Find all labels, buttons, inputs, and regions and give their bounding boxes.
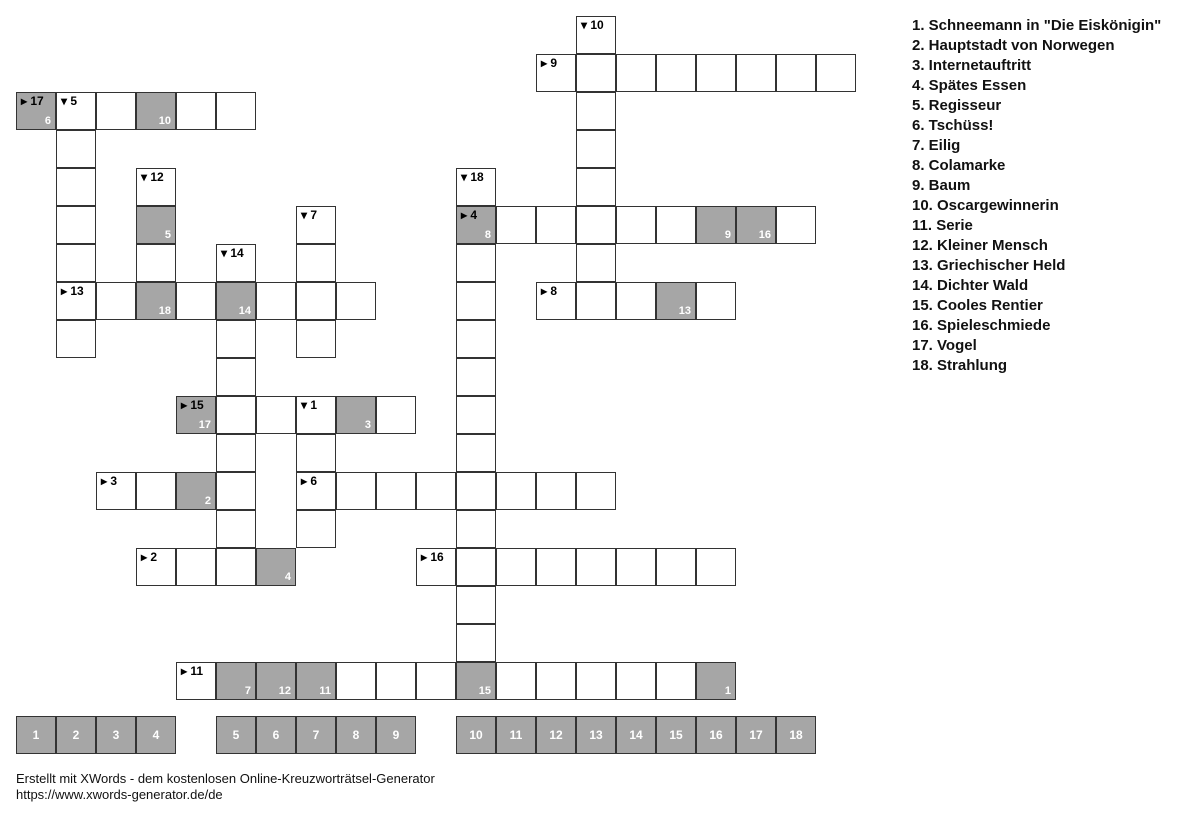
grid-cell[interactable] <box>216 548 256 586</box>
grid-cell[interactable] <box>136 282 176 320</box>
grid-cell[interactable] <box>256 548 296 586</box>
grid-cell[interactable] <box>56 168 96 206</box>
grid-cell[interactable] <box>56 130 96 168</box>
solution-cell[interactable] <box>696 716 736 754</box>
grid-cell[interactable] <box>776 54 816 92</box>
grid-cell[interactable] <box>456 396 496 434</box>
grid-cell[interactable] <box>336 472 376 510</box>
footer-url: https://www.xwords-generator.de/de <box>16 787 223 802</box>
grid-cell[interactable] <box>536 472 576 510</box>
grid-cell[interactable] <box>136 206 176 244</box>
solution-cell-number: 6 <box>272 728 280 742</box>
grid-cell[interactable] <box>576 548 616 586</box>
grid-cell[interactable] <box>456 434 496 472</box>
grid-cell[interactable] <box>96 282 136 320</box>
grid-cell[interactable] <box>216 510 256 548</box>
clue-number: ▸ 17 <box>21 94 44 108</box>
grid-cell[interactable] <box>616 206 656 244</box>
solution-index: 8 <box>484 229 491 241</box>
clue-number: ▾ 5 <box>61 94 78 108</box>
grid-cell[interactable] <box>656 548 696 586</box>
grid-cell[interactable] <box>256 396 296 434</box>
solution-cell-number: 11 <box>509 728 523 742</box>
grid-cell[interactable] <box>696 54 736 92</box>
clue-number: ▸ 15 <box>181 398 204 412</box>
solution-index: 2 <box>204 495 211 507</box>
grid-cell[interactable] <box>656 54 696 92</box>
grid-cell[interactable] <box>96 472 136 510</box>
clue-number: ▸ 3 <box>101 474 118 488</box>
grid-cell[interactable] <box>776 206 816 244</box>
solution-index: 11 <box>319 685 331 697</box>
grid-cell[interactable] <box>216 358 256 396</box>
grid-cell[interactable] <box>536 206 576 244</box>
grid-cell[interactable] <box>56 282 96 320</box>
grid-cell[interactable] <box>416 548 456 586</box>
clue-number: ▾ 1 <box>301 398 318 412</box>
clue-number: ▾ 12 <box>141 170 164 184</box>
solution-index: 13 <box>678 305 691 317</box>
grid-cell[interactable] <box>376 662 416 700</box>
grid-cell[interactable] <box>216 434 256 472</box>
clue-number: ▸ 13 <box>61 284 84 298</box>
grid-cell[interactable] <box>136 92 176 130</box>
grid-cell[interactable] <box>216 662 256 700</box>
solution-cell[interactable] <box>256 716 296 754</box>
grid-cell[interactable] <box>296 510 336 548</box>
grid-cell[interactable] <box>456 358 496 396</box>
clue-item: 12. Kleiner Mensch <box>912 237 1048 254</box>
grid-cell[interactable] <box>296 434 336 472</box>
grid-cell[interactable] <box>576 16 616 54</box>
grid-cell[interactable] <box>456 624 496 662</box>
grid-cell[interactable] <box>336 282 376 320</box>
grid-cell[interactable] <box>136 168 176 206</box>
solution-cell[interactable] <box>456 716 496 754</box>
grid-cell[interactable] <box>56 320 96 358</box>
solution-index: 7 <box>244 685 251 697</box>
clue-item: 17. Vogel <box>912 337 977 354</box>
grid-cell[interactable] <box>136 244 176 282</box>
clue-number: ▸ 6 <box>301 474 318 488</box>
grid-cell[interactable] <box>296 472 336 510</box>
grid-cell[interactable] <box>736 206 776 244</box>
grid-cell[interactable] <box>416 472 456 510</box>
clue-number: ▾ 14 <box>221 246 244 260</box>
clue-item: 15. Cooles Rentier <box>912 297 1043 314</box>
solution-cell-number: 16 <box>709 728 723 742</box>
grid-cell[interactable] <box>576 244 616 282</box>
grid-cell[interactable] <box>456 320 496 358</box>
grid-cell[interactable] <box>496 472 536 510</box>
solution-cell[interactable] <box>16 716 56 754</box>
grid-cell[interactable] <box>136 472 176 510</box>
clue-item: 3. Internetauftritt <box>912 57 1032 74</box>
clue-item: 16. Spieleschmiede <box>912 317 1051 334</box>
grid-cell[interactable] <box>336 396 376 434</box>
grid-cell[interactable] <box>816 54 856 92</box>
grid-cell[interactable] <box>216 472 256 510</box>
grid-cell[interactable] <box>696 282 736 320</box>
clue-item: 11. Serie <box>912 217 973 234</box>
grid-cell[interactable] <box>616 54 656 92</box>
clue-number: ▾ 18 <box>461 170 484 184</box>
solution-index: 1 <box>724 685 731 697</box>
grid-cell[interactable] <box>616 548 656 586</box>
grid-cell[interactable] <box>216 92 256 130</box>
clue-item: 6. Tschüss! <box>912 117 994 134</box>
solution-index: 5 <box>164 229 171 241</box>
solution-cell[interactable] <box>616 716 656 754</box>
solution-index: 10 <box>158 115 171 127</box>
solution-cell[interactable] <box>96 716 136 754</box>
grid-cell[interactable] <box>456 662 496 700</box>
solution-cell-number: 9 <box>392 728 400 742</box>
grid-cell[interactable] <box>216 396 256 434</box>
clue-list <box>912 16 1161 376</box>
grid-cell[interactable] <box>296 396 336 434</box>
solution-cell-number: 3 <box>112 728 120 742</box>
solution-index: 15 <box>478 685 491 697</box>
grid-cell[interactable] <box>296 320 336 358</box>
solution-cell-number: 5 <box>232 728 240 742</box>
grid-cell[interactable] <box>576 472 616 510</box>
grid-cell[interactable] <box>216 244 256 282</box>
solution-index: 6 <box>44 115 51 127</box>
solution-cell-number: 12 <box>549 728 563 742</box>
grid-cell[interactable] <box>416 662 456 700</box>
grid-cell[interactable] <box>496 548 536 586</box>
solution-index: 3 <box>364 419 371 431</box>
solution-cell[interactable] <box>216 716 256 754</box>
grid-cell[interactable] <box>696 662 736 700</box>
grid-cell[interactable] <box>616 282 656 320</box>
grid-cell[interactable] <box>376 396 416 434</box>
grid-cell[interactable] <box>456 206 496 244</box>
grid-cell[interactable] <box>576 92 616 130</box>
grid-cell[interactable] <box>176 548 216 586</box>
grid-cell[interactable] <box>736 54 776 92</box>
grid-cell[interactable] <box>296 662 336 700</box>
grid-cell[interactable] <box>536 282 576 320</box>
grid-cell[interactable] <box>216 320 256 358</box>
solution-cell-number: 18 <box>789 728 803 742</box>
grid-cell[interactable] <box>456 244 496 282</box>
footer <box>16 771 435 803</box>
solution-index: 9 <box>724 229 731 241</box>
grid-cell[interactable] <box>576 168 616 206</box>
grid-cell[interactable] <box>176 472 216 510</box>
solution-cell[interactable] <box>336 716 376 754</box>
grid-cell[interactable] <box>176 662 216 700</box>
grid-cell[interactable] <box>296 244 336 282</box>
solution-cell-number: 13 <box>589 728 603 742</box>
grid-cell[interactable] <box>256 662 296 700</box>
solution-cell[interactable] <box>536 716 576 754</box>
clue-number: ▸ 16 <box>421 550 444 564</box>
clue-item: 10. Oscargewinnerin <box>912 197 1059 214</box>
grid-cell[interactable] <box>176 396 216 434</box>
clue-item: 7. Eilig <box>912 137 961 154</box>
grid-cell[interactable] <box>656 282 696 320</box>
grid-cell[interactable] <box>656 206 696 244</box>
grid-cell[interactable] <box>576 662 616 700</box>
grid-cell[interactable] <box>56 244 96 282</box>
grid-cell[interactable] <box>296 206 336 244</box>
grid-cell[interactable] <box>536 548 576 586</box>
solution-cell[interactable] <box>296 716 336 754</box>
solution-cell-number: 7 <box>312 728 320 742</box>
solution-index: 12 <box>278 685 291 697</box>
solution-cell[interactable] <box>136 716 176 754</box>
solution-index: 4 <box>284 571 291 583</box>
grid-cell[interactable] <box>136 548 176 586</box>
solution-cell[interactable] <box>776 716 816 754</box>
grid-cell[interactable] <box>456 472 496 510</box>
grid-cell[interactable] <box>456 548 496 586</box>
clue-item: 8. Colamarke <box>912 157 1006 174</box>
solution-cell-number: 4 <box>152 728 160 742</box>
clue-number: ▾ 7 <box>301 208 318 222</box>
solution-cell-number: 15 <box>669 728 683 742</box>
clue-item: 5. Regisseur <box>912 97 1002 114</box>
grid-cell[interactable] <box>336 662 376 700</box>
grid-cell[interactable] <box>576 130 616 168</box>
grid-cell[interactable] <box>496 662 536 700</box>
grid-cell[interactable] <box>536 662 576 700</box>
grid-cell[interactable] <box>576 54 616 92</box>
solution-cell-number: 17 <box>749 728 763 742</box>
grid-cell[interactable] <box>376 472 416 510</box>
grid-cell[interactable] <box>216 282 256 320</box>
clue-item: 14. Dichter Wald <box>912 277 1029 294</box>
solution-cell-number: 2 <box>72 728 80 742</box>
grid-cell[interactable] <box>616 662 656 700</box>
clue-number: ▸ 9 <box>541 56 558 70</box>
clue-number: ▸ 4 <box>461 208 478 222</box>
clue-item: 4. Spätes Essen <box>912 77 1027 94</box>
solution-cell[interactable] <box>656 716 696 754</box>
grid-cell[interactable] <box>696 548 736 586</box>
footer-credit: Erstellt mit XWords - dem kostenlosen Online-Kreuzworträtsel-Generator <box>16 771 435 786</box>
solution-cell-number: 8 <box>352 728 360 742</box>
grid-cell[interactable] <box>176 282 216 320</box>
grid-cell[interactable] <box>16 92 56 130</box>
grid-cell[interactable] <box>456 586 496 624</box>
grid-cell[interactable] <box>456 510 496 548</box>
clue-item: 13. Griechischer Held <box>912 257 1066 274</box>
clue-item: 1. Schneemann in "Die Eiskönigin" <box>912 17 1162 34</box>
grid-cell[interactable] <box>456 282 496 320</box>
grid-cell[interactable] <box>96 92 136 130</box>
solution-index: 18 <box>158 305 171 317</box>
clue-item: 18. Strahlung <box>912 357 1008 374</box>
grid-cell[interactable] <box>536 54 576 92</box>
solution-cell-number: 14 <box>629 728 643 742</box>
clue-number: ▸ 8 <box>541 284 558 298</box>
solution-cell-number: 1 <box>32 728 40 742</box>
grid-cell[interactable] <box>256 282 296 320</box>
grid-cell[interactable] <box>296 282 336 320</box>
clue-item: 2. Hauptstadt von Norwegen <box>912 37 1115 54</box>
grid-cell[interactable] <box>576 282 616 320</box>
grid-cell[interactable] <box>56 92 96 130</box>
solution-index: 17 <box>198 419 211 431</box>
clue-number: ▸ 11 <box>181 664 204 678</box>
grid-cell[interactable] <box>176 92 216 130</box>
solution-cell[interactable] <box>376 716 416 754</box>
grid-cell[interactable] <box>456 168 496 206</box>
solution-index: 14 <box>238 305 251 317</box>
grid-cell[interactable] <box>576 206 616 244</box>
solution-cell[interactable] <box>576 716 616 754</box>
clue-number: ▾ 10 <box>581 18 604 32</box>
solution-cell[interactable] <box>736 716 776 754</box>
solution-cell[interactable] <box>56 716 96 754</box>
grid-cell[interactable] <box>496 206 536 244</box>
grid-cell[interactable] <box>696 206 736 244</box>
solution-cell-number: 10 <box>469 728 483 742</box>
grid-cell[interactable] <box>656 662 696 700</box>
solution-cell[interactable] <box>496 716 536 754</box>
clue-item: 9. Baum <box>912 177 971 194</box>
clue-number: ▸ 2 <box>141 550 158 564</box>
grid-cell[interactable] <box>56 206 96 244</box>
solution-index: 16 <box>758 229 771 241</box>
